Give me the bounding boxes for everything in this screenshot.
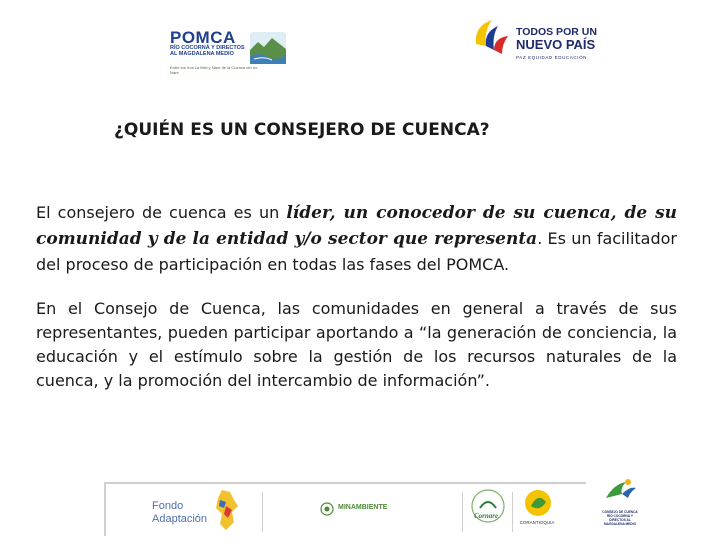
consejo-bird-icon [600,474,640,508]
paragraph-participation: En el Consejo de Cuenca, las comunidades en general a través de sus representantes, pueden participar aportando a “la generación de conciencia, la educación y el estímulo sobre la gestión de los recursos naturales de la cuenca, y la promoción del intercambio de información”. [36,299,677,390]
corantioquia-leaf-icon [523,488,553,518]
coat-of-arms-icon [320,502,334,516]
pomca-logo-subtitle: RÍO COCORNÁ Y DIRECTOS AL MAGDALENA MEDIO [170,45,245,57]
logo-line-1: TODOS POR UN [516,26,597,38]
river-landscape-icon [250,32,286,64]
cornare-text: Cornare [474,512,499,520]
logo-tagline: PAZ EQUIDAD EDUCACIÓN [516,55,588,60]
consejo-de-cuenca-text: CONSEJO DE CUENCA RÍO COCORNÁ Y DIRECTOS AL MAGDALENA MEDIO [602,510,638,526]
fondo-adaptacion-logo [106,484,256,536]
paragraph-emphasis: líder, un conocedor de su cuenca, de su comunidad y de la entidad y/o sector que representa [36,203,678,249]
paragraph-tail: . Es un facilitador del proceso de participación en todas las fases del POMCA. [36,229,677,274]
corantioquia-text: CORANTIOQUIA [519,520,555,525]
paragraph-lead: El consejero de cuenca es un [36,203,287,222]
footer-divider [462,492,463,532]
corantioquia-logo [516,484,560,536]
fondo-adaptacion-text: Fondo Adaptación [152,500,208,525]
pomca-logo-footnote: Entre los ríos La Miel y Nare de la Cuenca del río Nare [170,65,258,75]
footer-divider [512,492,513,532]
colombia-map-icon [212,488,242,532]
logo-line-2: NUEVO PAÍS [516,37,596,52]
minambiente-text: MINAMBIENTE [338,504,388,511]
paragraph-definition [36,200,677,277]
minambiente-logo [316,484,426,536]
consejo-de-cuenca-logo [598,474,642,536]
pomca-logo [170,28,290,78]
colombia-flag-swoosh-icon [470,14,514,60]
pomca-logo-title: POMCA [170,28,236,47]
partner-logos-strip [104,482,586,536]
page-title: ¿QUIÉN ES UN CONSEJERO DE CUENCA? [114,120,490,140]
cornare-logo [468,484,510,536]
todos-por-un-nuevo-pais-logo [470,14,620,64]
footer-divider [262,492,263,532]
